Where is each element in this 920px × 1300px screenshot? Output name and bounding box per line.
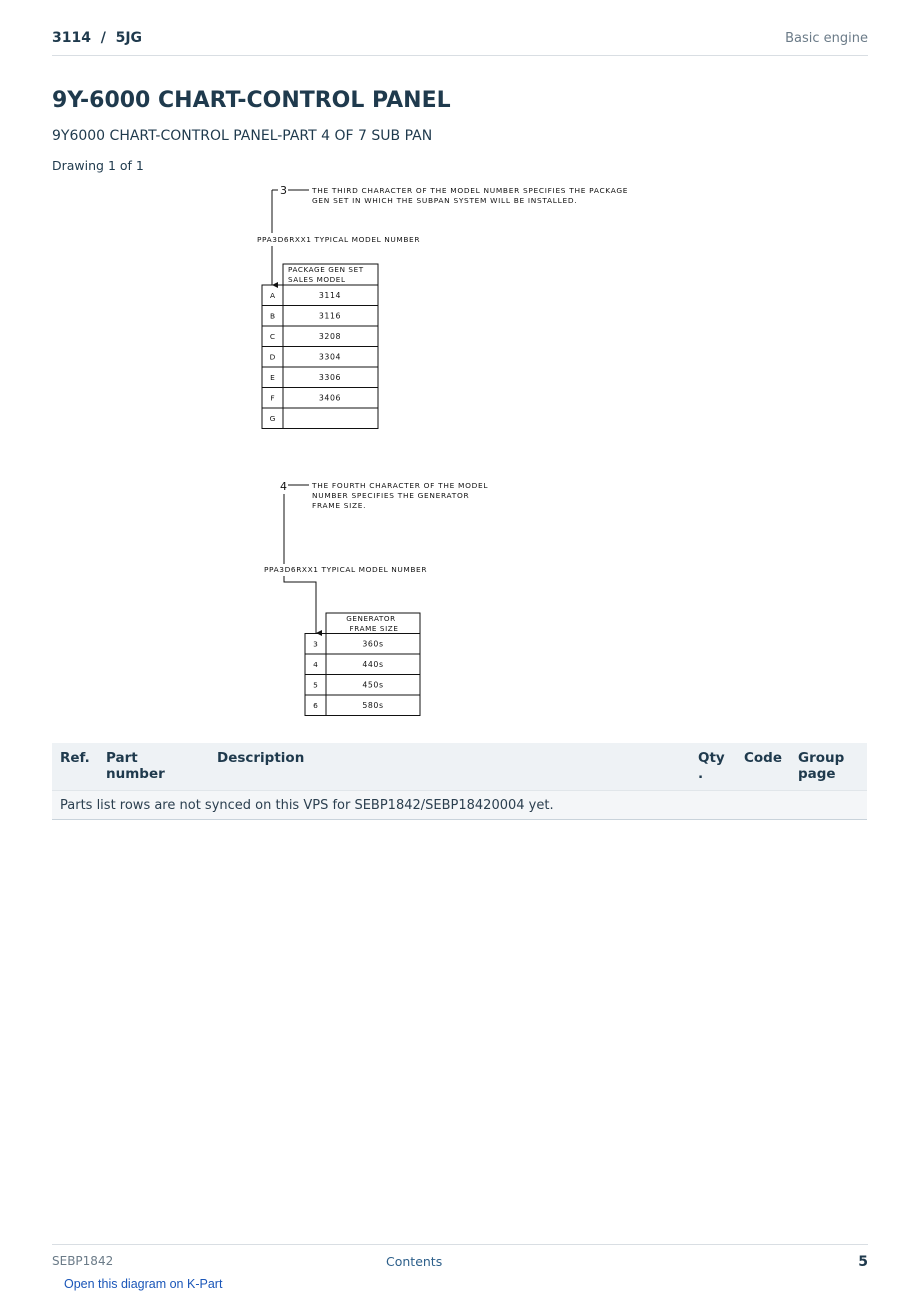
- note-text: NUMBER SPECIFIES THE GENERATOR: [312, 491, 470, 500]
- table-row: [305, 695, 420, 716]
- diagram-section-generator: [264, 480, 488, 716]
- table-row: [262, 408, 378, 429]
- table-row: [262, 306, 378, 327]
- parts-list-message: Parts list rows are not synced on this VPS for SEBP1842/SEBP18420004 yet.: [52, 791, 867, 820]
- arrow-line: [284, 576, 316, 633]
- qty-line1: Qty: [697, 750, 725, 766]
- row-code: B: [269, 311, 276, 321]
- row-code: E: [270, 373, 275, 382]
- table-header-text: SALES MODEL: [288, 275, 346, 284]
- drawing-counter: Drawing 1 of 1: [52, 158, 144, 173]
- row-code: 4: [313, 660, 318, 669]
- row-value: 450s: [362, 680, 384, 690]
- group-line2: page: [798, 766, 836, 782]
- note-text: THE FOURTH CHARACTER OF THE MODEL: [312, 481, 489, 490]
- row-value: 3114: [318, 291, 342, 300]
- row-value: 580s: [362, 701, 384, 710]
- page-subtitle: 9Y6000 CHART-CONTROL PANEL-PART 4 OF 7 SUB PAN: [52, 128, 433, 144]
- table-header-text: GENERATOR: [346, 614, 396, 623]
- contents-link[interactable]: Contents: [386, 1254, 443, 1269]
- row-value: 3304: [318, 352, 342, 362]
- model-number-text: PPA3D6RXX1 TYPICAL MODEL NUMBER: [264, 565, 428, 574]
- parts-list-table: [52, 743, 867, 820]
- note-text: GEN SET IN WHICH THE SUBPAN SYSTEM WILL BE INSTALLED.: [312, 196, 578, 205]
- table-row: [305, 634, 420, 655]
- note-text: THE THIRD CHARACTER OF THE MODEL NUMBER SPECIFIES THE PACKAGE: [312, 186, 629, 195]
- row-value: 440s: [362, 660, 384, 669]
- diagram-section-package: [257, 184, 628, 429]
- table-row: [262, 326, 378, 347]
- table-row: [262, 285, 378, 306]
- row-code: 3: [313, 639, 318, 649]
- table-row: [52, 791, 867, 820]
- column-header-code: Code: [736, 743, 790, 791]
- page-footer: [52, 1244, 868, 1275]
- table-row: [262, 388, 378, 409]
- row-value: 360s: [362, 639, 384, 649]
- open-kpart-link[interactable]: Open this diagram on K-Part: [64, 1277, 223, 1291]
- table-row: [305, 654, 420, 675]
- column-header-part-number: Part number: [98, 743, 209, 791]
- table-header-text: FRAME SIZE: [349, 624, 399, 633]
- table-header-row: [52, 743, 867, 791]
- group-line1: Group: [798, 750, 845, 766]
- section-name: Basic engine: [785, 31, 868, 46]
- row-code: A: [269, 291, 276, 300]
- column-header-group-page: [790, 743, 867, 791]
- row-value: 3208: [318, 332, 342, 341]
- row-code: G: [269, 414, 276, 423]
- row-code: C: [269, 332, 276, 341]
- table-row: [305, 675, 420, 696]
- qty-line2: .: [697, 766, 704, 782]
- parts-diagram: [240, 178, 680, 723]
- page-header: [52, 28, 868, 56]
- callout-number: 4: [280, 480, 287, 493]
- note-text: FRAME SIZE.: [312, 501, 367, 510]
- row-value: 3406: [318, 393, 342, 403]
- row-code: 5: [313, 680, 318, 690]
- row-value: 3116: [318, 311, 342, 321]
- table-row: [262, 347, 378, 368]
- page-number: 5: [858, 1254, 868, 1270]
- page-title: 9Y-6000 CHART-CONTROL PANEL: [52, 88, 451, 113]
- model-breadcrumb: 3114 / 5JG: [52, 30, 143, 46]
- table-row: [262, 367, 378, 388]
- callout-number: 3: [280, 184, 287, 197]
- row-code: 6: [313, 701, 318, 710]
- table-header-text: PACKAGE GEN SET: [288, 265, 364, 274]
- row-value: 3306: [318, 373, 342, 382]
- model-number-text: PPA3D6RXX1 TYPICAL MODEL NUMBER: [257, 235, 421, 244]
- column-header-qty: [690, 743, 736, 791]
- document-id: SEBP1842: [52, 1254, 114, 1268]
- row-code: F: [270, 393, 275, 403]
- column-header-description: Description: [209, 743, 690, 791]
- row-code: D: [269, 352, 276, 362]
- column-header-ref: Ref.: [52, 743, 98, 791]
